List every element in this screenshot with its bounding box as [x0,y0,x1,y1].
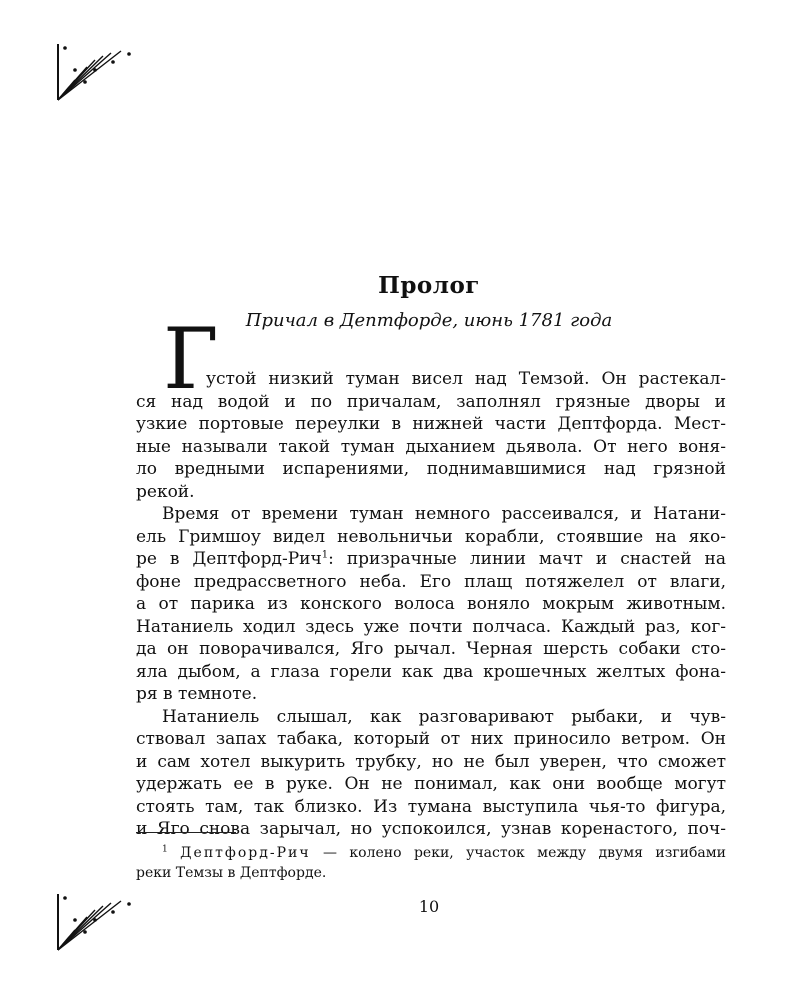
text-line: ло вредными испарениями, поднимавшимися над грязной [136,459,726,479]
text-line: устой низкий туман висел над Темзой. Он растекал- [206,369,726,389]
sunburst-ornament-icon [55,42,135,102]
footnote-divider [136,832,236,833]
sunburst-ornament-icon [55,892,135,952]
text-line [136,548,726,571]
drop-cap: Г [163,310,219,408]
body-text [136,368,726,841]
text-line: удержать ее в руке. Он не понимал, как они вообще могут [136,774,726,794]
text-line: ря в темноте. [136,684,258,704]
text-line: ель Гримшоу видел невольничьи корабли, стоявшие на яко- [136,526,726,547]
text-line: рекой. [136,481,195,502]
text-line: фоне предрассветного неба. Его плащ потяжелел от влаги, [136,571,726,592]
text-segment: : призрачные линии мачт и снастей на [328,549,726,569]
text-line: и Яго снова зарычал, но успокоился, узнав коренастого, поч- [136,819,726,839]
text-line: стоять там, так близко. Из тумана выступила чья-то фигура, [136,796,726,817]
text-line: узкие портовые переулки в нижней части Дептфорда. Мест- [136,414,726,434]
text-line: ные называли такой туман дыханием дьявола. От него воня- [136,436,726,457]
text-line: Время от времени туман немного рассеивался, и Натани- [162,504,726,524]
text-line: а от парика из конского волоса воняло мокрым животным. [136,594,726,614]
text-line: и сам хотел выкурить трубку, но не был уверен, что сможет [136,751,726,772]
footnote-line: реки Темзы в Дептфорде. [136,865,327,881]
text-line: да он поворачивался, Яго рычал. Черная шерсть собаки сто- [136,639,726,659]
footnote [136,843,726,883]
footnote-line [136,843,726,863]
text-line: яла дыбом, а глаза горели как два крошечных желтых фона- [136,661,726,682]
footnote-number: 1 [162,844,168,855]
footnote-reference[interactable]: 1 [321,549,329,561]
chapter-subtitle: Причал в Дептфорде, июнь 1781 года [245,310,613,331]
page-number: 10 [418,897,440,916]
text-line: Натаниель слышал, как разговаривают рыбаки, и чув- [162,706,726,727]
text-line: Натаниель ходил здесь уже почти полчаса. Каждый раз, ког- [136,616,726,637]
footnote-term: Дептфорд-Рич [180,845,311,861]
text-segment: ре в Дептфорд-Рич [136,549,322,569]
text-line: ся над водой и по причалам, заполнял грязные дворы и [136,391,726,412]
text-line: ствовал запах табака, который от них приносило ветром. Он [136,729,726,749]
chapter-title: Пролог [378,272,480,299]
footnote-text: — колено реки, участок между двумя изгибами [310,845,726,861]
